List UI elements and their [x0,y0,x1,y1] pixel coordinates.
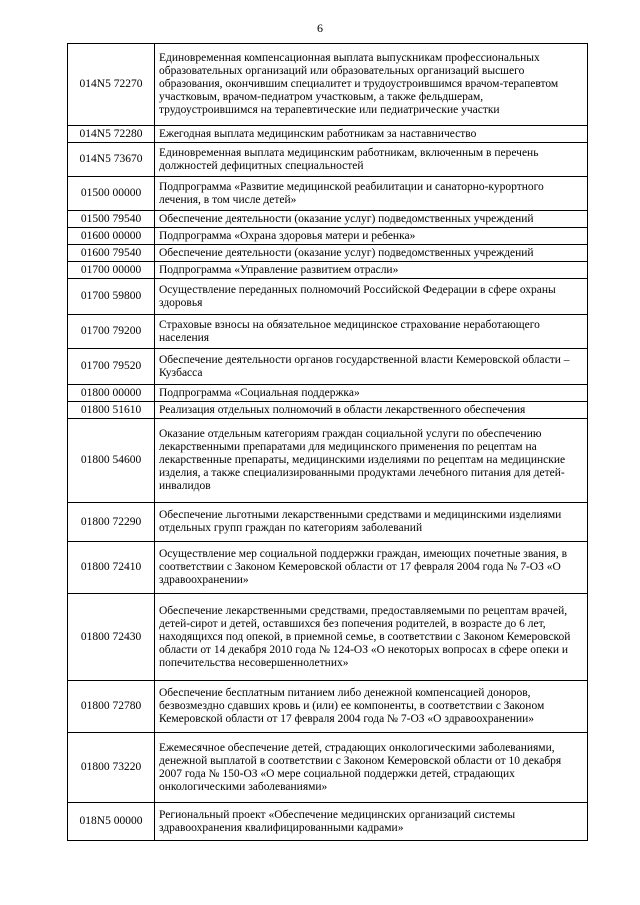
table-row [68,733,588,803]
row-code: 01800 54600 [68,419,155,503]
row-code: 01700 59800 [68,279,155,315]
row-code: 014N5 72270 [68,44,155,126]
table-row [68,315,588,349]
row-name: Ежегодная выплата медицинским работникам за наставничество [155,126,588,143]
row-name: Обеспечение деятельности (оказание услуг) подведомственных учреждений [155,245,588,262]
row-name: Обеспечение льготными лекарственными средствами и медицинскими изделиями отдельных групп граждан по категориям заболеваний [155,503,588,542]
row-name: Подпрограмма «Управление развитием отрасли» [155,262,588,279]
row-name: Единовременная компенсационная выплата выпускникам профессиональных образовательных организаций или образовательных организаций высшего образования, окончившим специалитет и трудоустроившимся врачом-терапевтом участковым, врачом-педиатром участковым, а также фельдшерам, трудоустроившимся на терапевтические или педиатрические участки [155,44,588,126]
table-row [68,228,588,245]
table-row [68,594,588,681]
row-code: 01800 72780 [68,681,155,733]
row-code: 014N5 73670 [68,143,155,177]
page-number: 6 [317,21,323,35]
table-row [68,143,588,177]
row-name: Реализация отдельных полномочий в области лекарственного обеспечения [155,402,588,419]
table-row [68,419,588,503]
row-code: 01500 00000 [68,177,155,211]
row-name: Подпрограмма «Охрана здоровья матери и ребенка» [155,228,588,245]
row-name: Обеспечение деятельности органов государственной власти Кемеровской области – Кузбасса [155,349,588,385]
row-name: Региональный проект «Обеспечение медицинских организаций системы здравоохранения квалифицированными кадрами» [155,803,588,841]
row-code: 01800 51610 [68,402,155,419]
row-code: 01600 79540 [68,245,155,262]
row-code: 014N5 72280 [68,126,155,143]
row-name: Подпрограмма «Развитие медицинской реабилитации и санаторно-курортного лечения, в том числе детей» [155,177,588,211]
row-name: Единовременная выплата медицинским работникам, включенным в перечень должностей дефицитных специальностей [155,143,588,177]
row-code: 01800 72410 [68,542,155,594]
budget-classification-table [67,43,588,841]
row-code: 018N5 00000 [68,803,155,841]
table-row [68,402,588,419]
table-row [68,245,588,262]
table-row [68,126,588,143]
row-code: 01800 72430 [68,594,155,681]
row-code: 01800 72290 [68,503,155,542]
row-name: Обеспечение бесплатным питанием либо денежной компенсацией доноров, безвозмездно сдавших кровь и (или) ее компоненты, в соответствии с Законом Кемеровской области от 17 февраля 2004 года № 7-ОЗ «О здравоохранении» [155,681,588,733]
row-code: 01700 79520 [68,349,155,385]
row-name: Осуществление переданных полномочий Российской Федерации в сфере охраны здоровья [155,279,588,315]
table-row [68,262,588,279]
row-code: 01800 00000 [68,385,155,402]
row-name: Оказание отдельным категориям граждан социальной услуги по обеспечению лекарственными препаратами для медицинского применения по рецептам на лекарственные препараты, медицинскими изделиями по рецептам на медицинские изделия, а также специализированными продуктами лечебного питания для детей-инвалидов [155,419,588,503]
table-row [68,803,588,841]
row-name: Страховые взносы на обязательное медицинское страхование неработающего населения [155,315,588,349]
row-code: 01800 73220 [68,733,155,803]
row-name: Обеспечение лекарственными средствами, предоставляемыми по рецептам врачей, детей-сирот и детей, оставшихся без попечения родителей, в возрасте до 6 лет, находящихся под опекой, в приемной семье, в соответствии с Законом Кемеровской области от 14 декабря 2010 года № 124-ОЗ «О некоторых вопросах в сфере опеки и попечительства несовершеннолетних» [155,594,588,681]
row-code: 01600 00000 [68,228,155,245]
table-row [68,211,588,228]
table-row [68,503,588,542]
table-row [68,279,588,315]
row-code: 01700 79200 [68,315,155,349]
row-code: 01500 79540 [68,211,155,228]
table-row [68,44,588,126]
row-code: 01700 00000 [68,262,155,279]
table-row [68,385,588,402]
table-row [68,681,588,733]
row-name: Подпрограмма «Социальная поддержка» [155,385,588,402]
table-row [68,177,588,211]
row-name: Осуществление мер социальной поддержки граждан, имеющих почетные звания, в соответствии с Законом Кемеровской области от 17 февраля 2004 года № 7-ОЗ «О здравоохранении» [155,542,588,594]
row-name: Обеспечение деятельности (оказание услуг) подведомственных учреждений [155,211,588,228]
row-name: Ежемесячное обеспечение детей, страдающих онкологическими заболеваниями, денежной выплатой в соответствии с Законом Кемеровской области от 10 декабря 2007 года № 150-ОЗ «О мере социальной поддержки детей, страдающих онкологическими заболеваниями» [155,733,588,803]
table-row [68,349,588,385]
table-row [68,542,588,594]
